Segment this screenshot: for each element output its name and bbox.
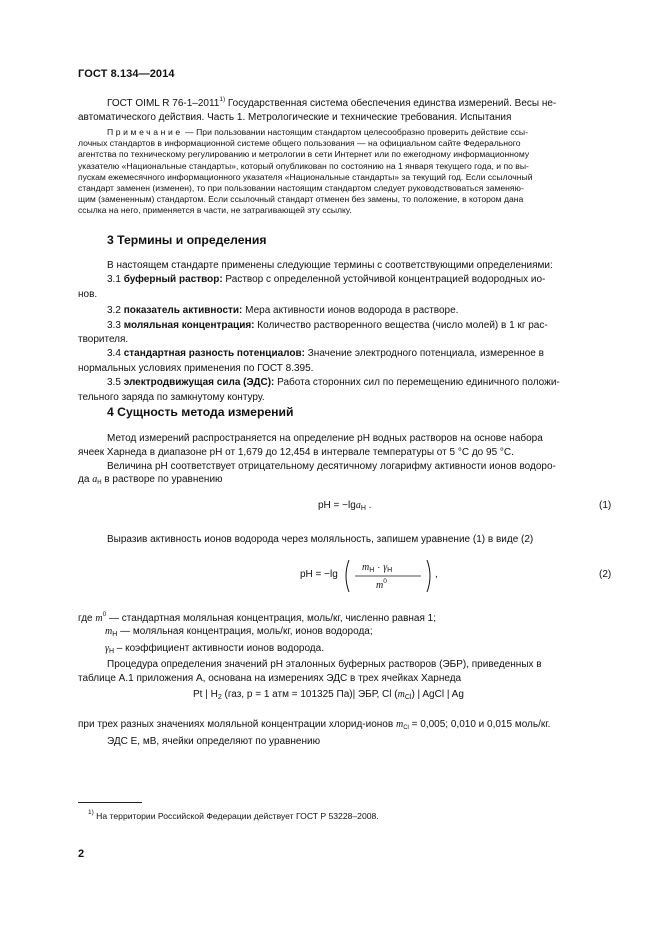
variables-legend: где $m^0$ — стандартная моляльная концентрация, моль/кг, численно равная 1; $m_H$ — моляльная концентрация, моль/кг, ионов водорода; $\gamma_H$ – коэффициент активности ионов водорода. Процедура определения значений pH эталонных буферных растворов (ЭБР), приведенных в таблице А.1 приложения А, основана на измерениях ЭДС в трех ячейках Харнеда (78, 611, 542, 684)
note-block (78, 127, 614, 217)
term-3-3: 3.3 моляльная концентрация: Количество растворенного вещества (число молей) в 1 кг рас- (107, 319, 548, 331)
note-line: стандарт заменен (изменен), то при пользовании настоящим стандартом следует руководствоваться заменяю- (78, 183, 524, 194)
term-3-5-continued: тельного заряда по замкнутому контуру. (78, 391, 265, 403)
note-line: ссылка на него, применяется в части, не затрагивающей эту ссылку. (78, 205, 352, 216)
footnote: $^{1)}$ На территории Российской Федерации действует ГОСТ Р 53228–2008. (88, 809, 379, 821)
page-number: 2 (78, 848, 85, 860)
section-3-title: 3 Термины и определения (107, 233, 267, 247)
reference-text-continued: автоматического действия. Часть 1. Метрологические и технические требования. Испытания (78, 111, 512, 123)
term-3-1-continued: нов. (78, 288, 98, 300)
equation-1-number: (1) (599, 500, 612, 511)
term-3-3-continued: творителя. (78, 334, 129, 346)
note-line: — При пользовании настоящим стандартом целесообразно проверить действие ссы- (182, 127, 528, 137)
footnote-mark: 1) (219, 96, 226, 103)
term-3-5: 3.5 электродвижущая сила (ЭДС): Работа сторонних сил по перемещению единичного положи- (107, 377, 560, 389)
term-3-4: 3.4 стандартная разность потенциалов: Значение электродного потенциала, измеренное в (107, 348, 544, 360)
note-line: агентства по техническому регулированию и метрологии в сети Интернет или по ежегодному информационному (78, 149, 530, 160)
equation-2-denominator: $m^0$ (376, 578, 387, 591)
equation-1: pH = −lga$_H$ . (318, 500, 372, 512)
note-line: щим (замененным) стандартом. Если ссылочный стандарт отменен без замены, то положение, в котором дана (78, 194, 524, 205)
section-4-para-2: Выразив активность ионов водорода через моляльность, запишем уравнение (1) в виде (2) (107, 534, 534, 545)
page-header: ГОСТ 8.134—2014 (78, 68, 175, 80)
section-4-title: 4 Сущность метода измерений (107, 405, 294, 419)
section-3-intro: В настоящем стандарте применены следующие термины с соответствующими определениями: (107, 260, 553, 271)
section-4-para-3: при трех разных значениях моляльной концентрации хлорид-ионов $m_{Cl} = 0,005$; 0,010 и 0,015 моль/кг. ЭДС E, мВ, ячейки определяют по уравнению (78, 719, 551, 748)
harned-cell-scheme: Pt | $H_2$ (газ, p = 1 атм = 101325 Па)| ЭБР, Cl $(m_{Cl})$ | AgCl | Ag (193, 689, 464, 701)
note-line: указателю «Национальные стандарты», который опубликован по состоянию на 1 января текущего года, и по вы- (78, 160, 529, 171)
term-3-4-continued: нормальных условиях применения по ГОСТ 8.395. (78, 362, 314, 374)
section-4-para-1: Метод измерений распространяется на определение pH водных растворов на основе набора ячеек Харнеда в диапазоне pH от 1,679 до 12,454 в интервале температуры от 5 °С до 95 °С. Величина pH соответствует отрицательному десятичному логарифму активности ионов водоро- да $a_H$ в растворе по уравнению (78, 433, 556, 487)
reference-entry (78, 93, 614, 124)
equation-2: pH = −lg $m_H \cdot \gamma_H$ $m^0$ , (300, 558, 450, 594)
equation-2-numerator: $m_H \cdot \gamma_H$ (362, 562, 393, 574)
note-label: Примечание (107, 127, 183, 137)
reference-text: Государственная система обеспечения единства измерений. Весы не- (225, 98, 557, 109)
equation-2-number: (2) (599, 569, 612, 580)
note-line: пускам ежемесячного информационного указателя «Национальные стандарты» за текущий год. Если ссылочный (78, 171, 533, 182)
reference-code: ГОСТ OIML R 76-1–2011 (107, 98, 220, 109)
term-3-2: 3.2 показатель активности: Мера активности ионов водорода в растворе. (107, 305, 459, 317)
note-line: лочных стандартов в информационной системе общего пользования — на официальном сайте Федерального (78, 138, 521, 149)
term-3-1: 3.1 буферный раствор: Раствор с определенной устойчивой концентрацией водородных ио- (107, 274, 546, 286)
footnote-separator (78, 802, 142, 803)
section-3-body (78, 259, 614, 405)
